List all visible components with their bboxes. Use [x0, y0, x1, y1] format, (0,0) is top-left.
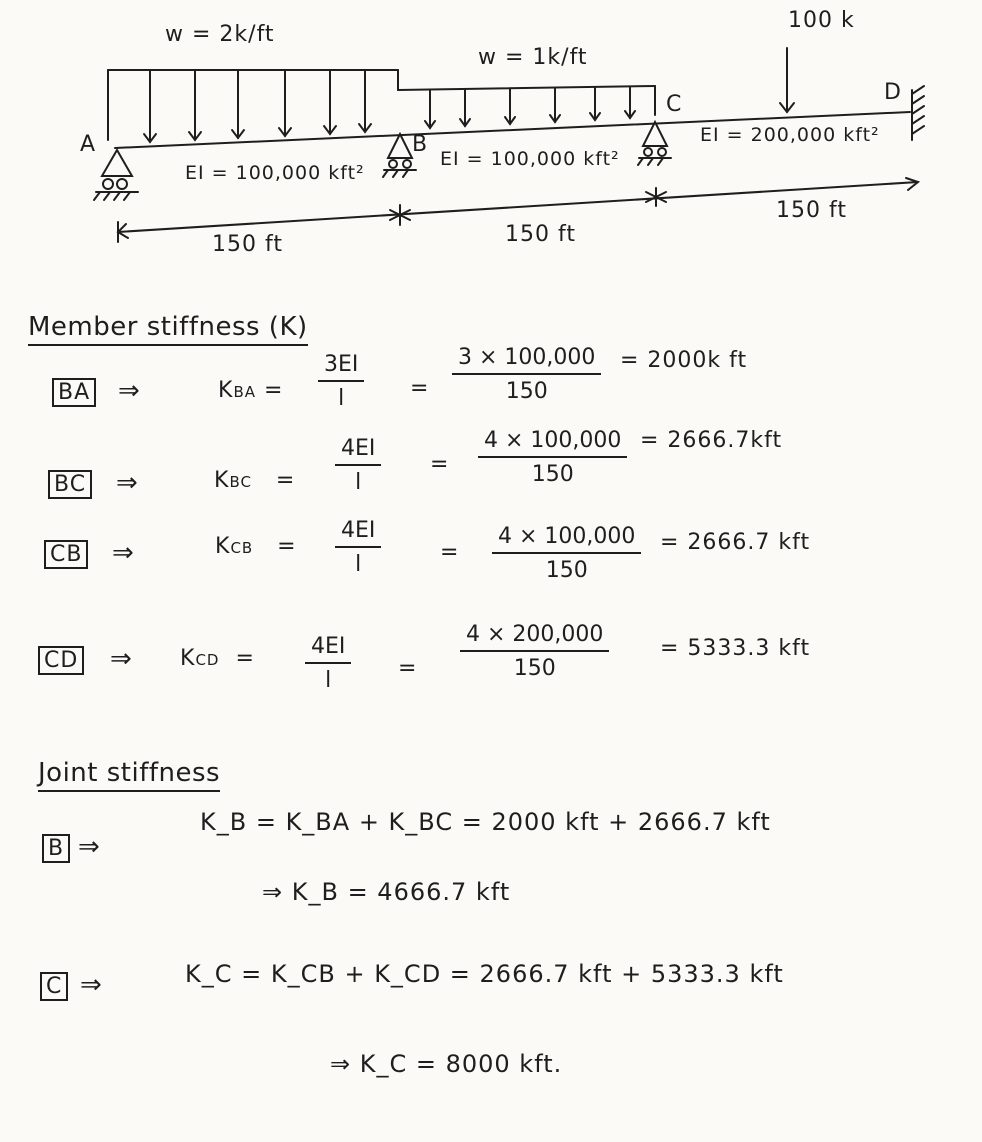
k-bc-symbol: KBC =: [214, 468, 296, 493]
member-stiffness-heading: Member stiffness (K): [28, 312, 308, 346]
joint-stiffness-heading: Joint stiffness: [38, 758, 220, 792]
k-cd-values: $\frac{4 \times 200,000}{150}$: [460, 622, 609, 681]
load-left-label: w = 2k/ft: [165, 22, 275, 47]
joint-b-result: ⇒ K_B = 4666.7 kft: [262, 878, 511, 906]
udl-left-arrows: [144, 70, 371, 142]
load-mid-label: w = 1k/ft: [478, 45, 588, 70]
equals-sign: =: [430, 452, 450, 477]
node-c-label: C: [666, 92, 683, 117]
equals-sign: =: [410, 376, 430, 401]
support-b-icon: [388, 134, 412, 158]
joint-b-equation: K_B = K_BA + K_BC = 2000 kft + 2666.7 kft: [200, 808, 771, 836]
equals-sign: =: [398, 656, 418, 681]
span-ab-label: 150 ft: [212, 232, 283, 257]
arrow-icon: ⇒: [110, 644, 133, 674]
arrow-icon: ⇒: [78, 832, 101, 862]
node-a-label: A: [80, 132, 97, 157]
member-tag-bc: BC: [48, 470, 92, 499]
arrow-icon: ⇒: [80, 970, 103, 1000]
k-cb-result: = 2666.7 kft: [660, 530, 811, 555]
k-cb-formula: $\frac{4EI}{l}$: [335, 518, 381, 577]
ei-ab-label: EI = 100,000 kft²: [185, 162, 365, 184]
point-load-label: 100 k: [788, 8, 855, 33]
udl-mid-arrows: [425, 87, 635, 128]
k-ba-values: $\frac{3 \times 100,000}{150}$: [452, 345, 601, 404]
member-tag-ba: BA: [52, 378, 96, 407]
arrow-icon: ⇒: [112, 538, 135, 568]
udl-mid-top: [398, 86, 655, 90]
ei-bc-label: EI = 100,000 kft²: [440, 148, 620, 170]
k-bc-values: $\frac{4 \times 100,000}{150}$: [478, 428, 627, 487]
member-tag-cb: CB: [44, 540, 88, 569]
k-cd-result: = 5333.3 kft: [660, 636, 811, 661]
joint-tag-c: C: [40, 972, 68, 1001]
node-d-label: D: [884, 80, 902, 105]
k-ba-formula: $\frac{3EI}{l}$: [318, 352, 364, 411]
span-cd-label: 150 ft: [776, 198, 847, 223]
k-bc-formula: $\frac{4EI}{l}$: [335, 436, 381, 495]
support-a-icon: [102, 150, 132, 176]
arrow-icon: ⇒: [116, 468, 139, 498]
k-cd-formula: $\frac{4EI}{l}$: [305, 634, 351, 693]
node-b-label: B: [412, 132, 429, 157]
ei-cd-label: EI = 200,000 kft²: [700, 124, 880, 146]
k-ba-result: = 2000k ft: [620, 348, 748, 373]
k-cb-symbol: KCB =: [215, 534, 297, 559]
support-c-icon: [643, 122, 667, 146]
joint-tag-b: B: [42, 834, 70, 863]
k-cd-symbol: KCD =: [180, 646, 255, 671]
joint-c-equation: K_C = K_CB + K_CD = 2666.7 kft + 5333.3 kft: [185, 960, 784, 988]
k-cb-values: $\frac{4 \times 100,000}{150}$: [492, 524, 641, 583]
k-bc-result: = 2666.7kft: [640, 428, 783, 453]
k-ba-symbol: KBA =: [218, 378, 284, 403]
span-bc-label: 150 ft: [505, 222, 576, 247]
joint-c-result: ⇒ K_C = 8000 kft.: [330, 1050, 563, 1078]
arrow-icon: ⇒: [118, 376, 141, 406]
member-tag-cd: CD: [38, 646, 84, 675]
equals-sign: =: [440, 540, 460, 565]
